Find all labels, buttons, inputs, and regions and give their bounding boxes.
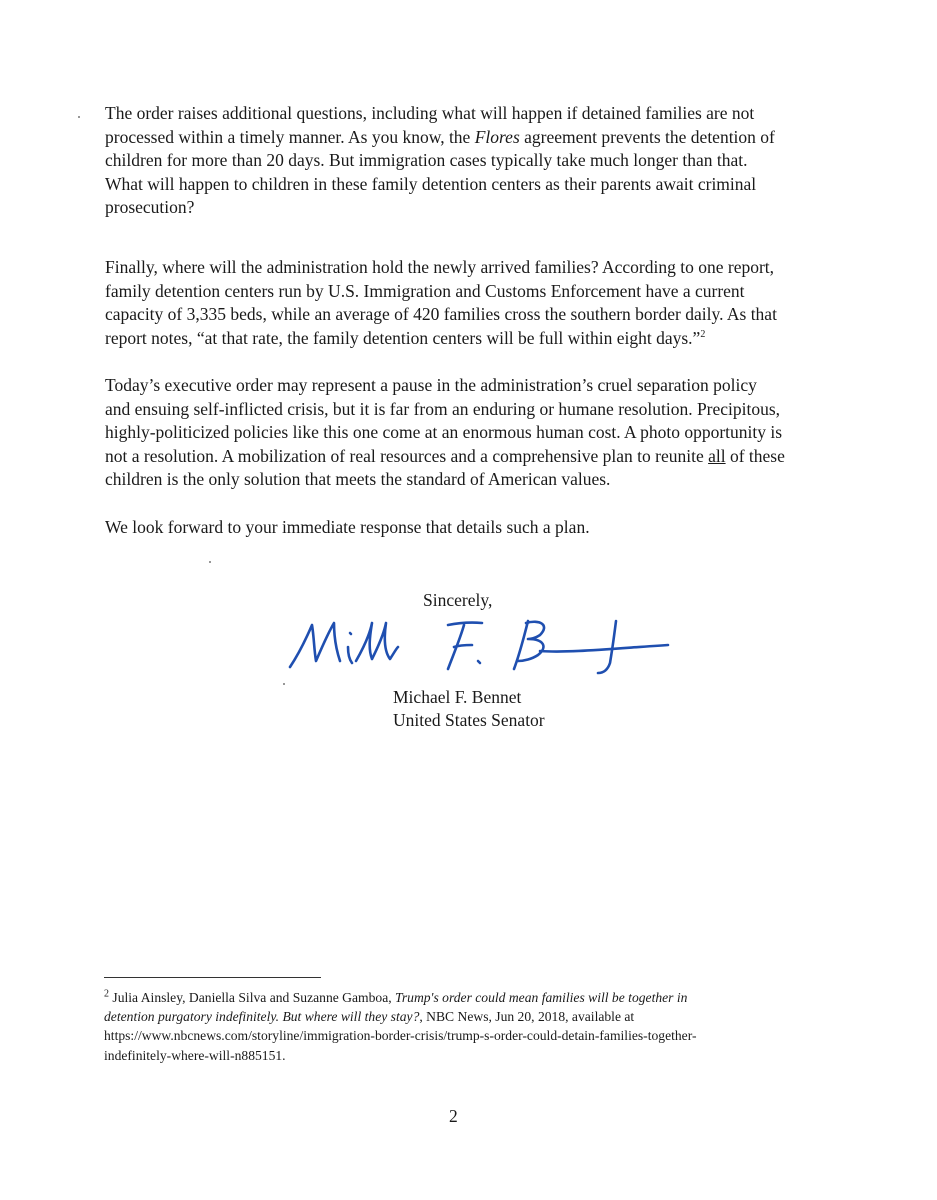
closing-salutation: Sincerely, bbox=[423, 590, 493, 610]
scan-speck bbox=[78, 116, 80, 118]
footnote-line: $^2$ Julia Ainsley, Daniella Silva and Suzanne Gamboa, Trump's order could mean families will be together in bbox=[104, 988, 688, 1005]
text-line: not a resolution. A mobilization of real resources and a comprehensive plan to reunite all of these bbox=[105, 445, 785, 466]
footnote-divider bbox=[104, 977, 321, 978]
paragraph-executive-order bbox=[105, 374, 825, 492]
flores-italic: Flores bbox=[474, 126, 520, 147]
footnote-url: https://www.nbcnews.com/storyline/immigration-border-crisis/trump-s-order-could-detain-families-together- bbox=[104, 1028, 697, 1044]
scan-speck bbox=[283, 683, 285, 685]
paragraph-detention-capacity bbox=[105, 256, 825, 350]
footnote-number: 2 bbox=[104, 988, 109, 1000]
footnote-url: indefinitely-where-will-n885151. bbox=[104, 1047, 286, 1063]
text-line: children for more than 20 days. But immigration cases typically take much longer than that. bbox=[105, 150, 748, 171]
text-line: prosecution? bbox=[105, 197, 195, 218]
handwritten-signature bbox=[278, 603, 678, 683]
text-line: family detention centers run by U.S. Immigration and Customs Enforcement have a current bbox=[105, 280, 745, 301]
text-line: processed within a timely manner. As you know, the Flores agreement prevents the detention of bbox=[105, 126, 775, 147]
text-line: highly-politicized policies like this one come at an enormous human cost. A photo opportunity is bbox=[105, 422, 783, 443]
text-line: children is the only solution that meets the standard of American values. bbox=[105, 469, 611, 490]
footnote-reference: 2 bbox=[700, 328, 706, 340]
underlined-all: all bbox=[708, 445, 726, 466]
text-line: report notes, “at that rate, the family detention centers will be full within eight days.”$^2$ bbox=[105, 327, 706, 348]
text-line: and ensuing self-inflicted crisis, but it is far from an enduring or humane resolution. Precipitous, bbox=[105, 398, 781, 419]
text-line: Today’s executive order may represent a pause in the administration’s cruel separation policy bbox=[105, 375, 757, 395]
paragraph-flores-questions bbox=[105, 102, 825, 220]
text-line: Finally, where will the administration hold the newly arrived families? According to one report, bbox=[105, 257, 775, 277]
footnote-line: detention purgatory indefinitely. But where will they stay?, NBC News, Jun 20, 2018, available at bbox=[104, 1009, 635, 1025]
scan-speck bbox=[209, 561, 211, 563]
text-line: We look forward to your immediate response that details such a plan. bbox=[105, 517, 590, 537]
footnote bbox=[104, 988, 824, 1065]
page-number: 2 bbox=[449, 1106, 458, 1126]
text-line: capacity of 3,335 beds, while an average of 420 families cross the southern border daily. As that bbox=[105, 304, 777, 325]
text-line: The order raises additional questions, including what will happen if detained families are not bbox=[105, 103, 755, 123]
signer-name: Michael F. Bennet bbox=[393, 687, 522, 707]
signer-title: United States Senator bbox=[393, 710, 545, 730]
text-line: What will happen to children in these family detention centers as their parents await criminal bbox=[105, 173, 757, 194]
paragraph-closing-request bbox=[105, 516, 825, 540]
